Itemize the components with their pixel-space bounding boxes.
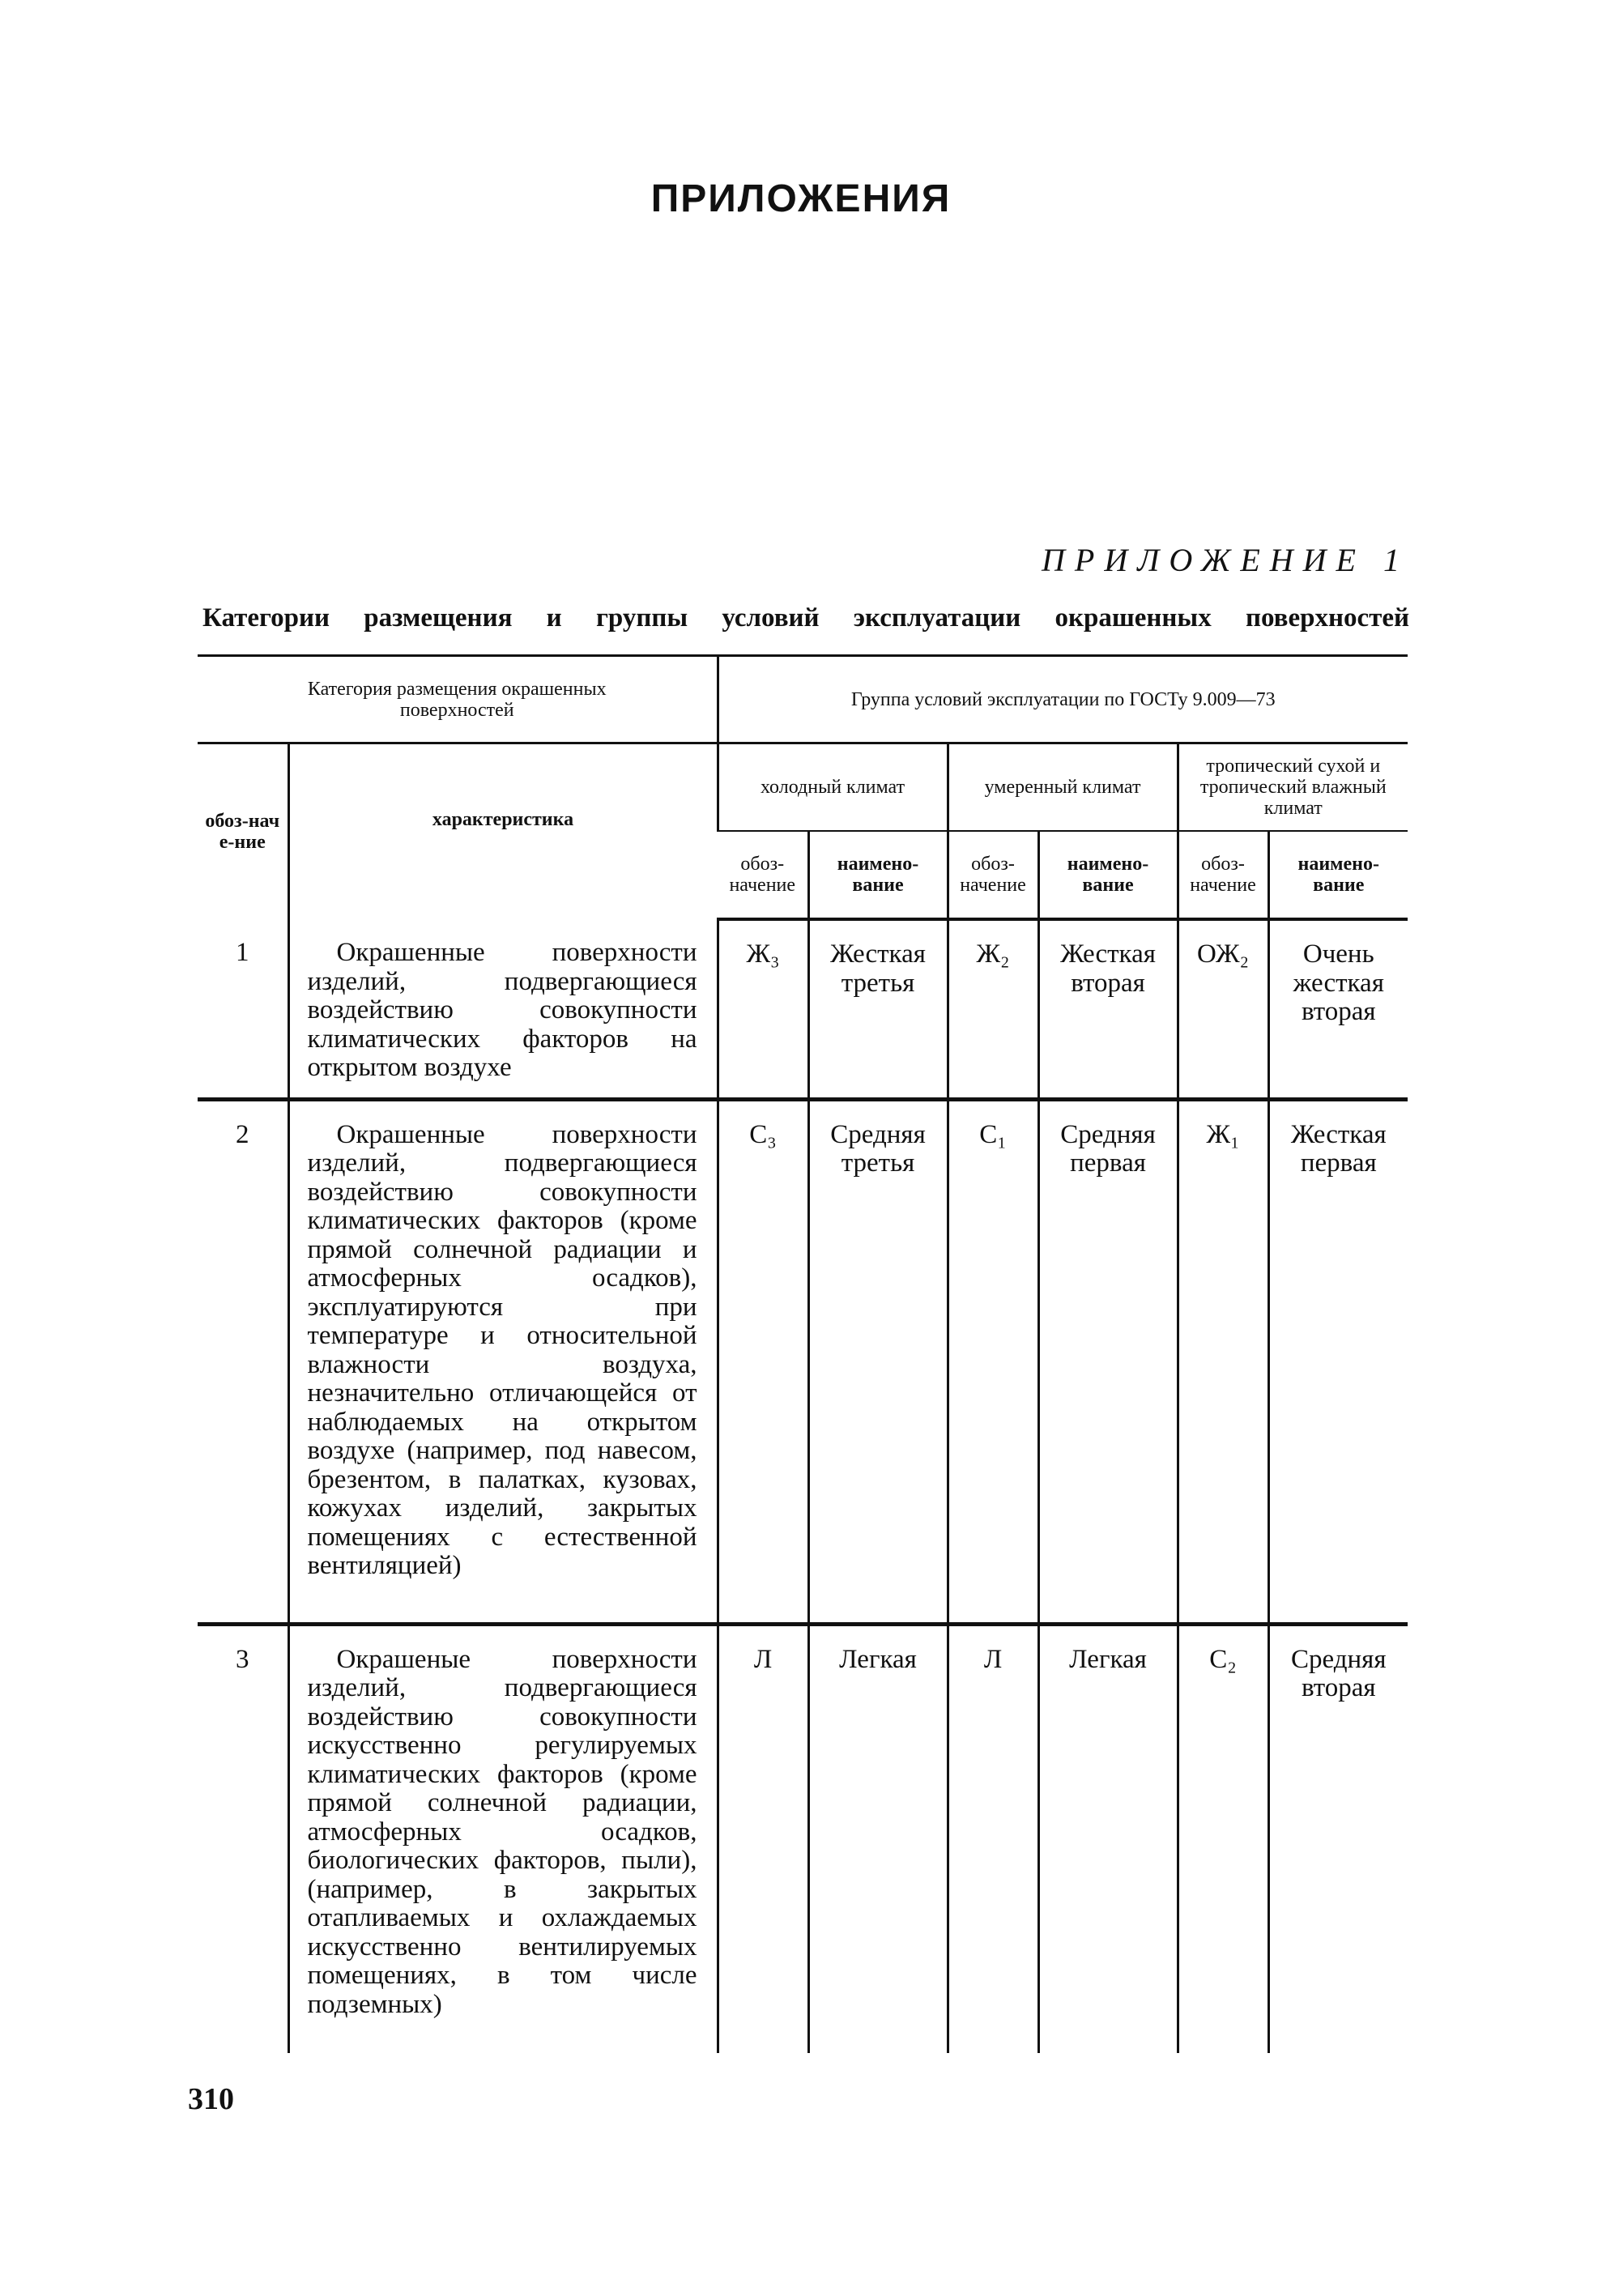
conditions-table — [198, 654, 1408, 2053]
tropical-climate-header: тропический сухой и тропический влажный климат — [1178, 743, 1408, 832]
moderate-name: Жесткая вторая — [1038, 919, 1178, 1099]
cold-climate-header: холодный климат — [718, 743, 948, 832]
page-number: 310 — [188, 2082, 234, 2116]
tropical-code: С₂ — [1178, 1624, 1268, 2053]
moderate-name: Средняя первая — [1038, 1099, 1178, 1624]
row-number: 1 — [236, 938, 249, 967]
page-title: ПРИЛОЖЕНИЯ — [650, 177, 952, 220]
moderate-code: Ж₂ — [948, 919, 1038, 1099]
moderate-name: Легкая — [1038, 1624, 1178, 2053]
cold-code: Л — [718, 1624, 808, 2053]
row-description: Окрашенные поверхности изделий, подвергающиеся воздействию совокупности климатических факторов на открытом воздухе — [288, 919, 718, 1099]
moderate-name-header: наимено-вание — [1038, 831, 1178, 919]
tropical-name: Жесткая первая — [1268, 1099, 1408, 1624]
table-caption: Категории размещения и группы условий эксплуатации окрашенных поверхностей — [202, 603, 1409, 633]
conditions-group-header: Группа условий эксплуатации по ГОСТу 9.009—73 — [718, 656, 1408, 743]
tropical-name-header: наимено-вание — [1268, 831, 1408, 919]
moderate-code: С₁ — [948, 1099, 1038, 1624]
row-number: 2 — [198, 1099, 288, 1624]
header-row-2 — [198, 743, 1408, 832]
row-description: Окрашеные поверхности изделий, подвергающиеся воздействию совокупности искусственно регулируемых климатических факторов (кроме прямой солнечной радиации, атмосферных осадков, биологических факторов, пыли), (например, в закрытых отапливаемых и охлаждаемых искусственно вентилируемых помещениях, в том числе подземных) — [288, 1624, 718, 2053]
cold-name: Легкая — [808, 1624, 948, 2053]
table-row — [198, 1099, 1408, 1624]
characteristic-header: характеристика — [288, 743, 718, 920]
table-row — [198, 919, 1408, 1099]
category-group-header: Категория размещения окрашенных поверхностей — [198, 656, 718, 743]
tropical-code: ОЖ₂ — [1178, 919, 1268, 1099]
header-row-1 — [198, 656, 1408, 743]
tropical-name: Средняя вторая — [1268, 1624, 1408, 2053]
tropical-name: Очень жесткая вторая — [1268, 919, 1408, 1099]
tropical-code: Ж₁ — [1178, 1099, 1268, 1624]
tropical-code-header: обоз-начение — [1178, 831, 1268, 919]
cold-name-header: наимено-вание — [808, 831, 948, 919]
moderate-code: Л — [948, 1624, 1038, 2053]
row-description: Окрашенные поверхности изделий, подвергающиеся воздействию совокупности климатических факторов (кроме прямой солнечной радиации и атмосферных осадков), эксплуатируются при температуре и относительной влажности воздуха, незначительно отличающейся от наблюдаемых на открытом воздухе (например, под навесом, брезентом, в палатках, кузовах, кожухах изделий, закрытых помещениях с естественной вентиляцией) — [288, 1099, 718, 1624]
appendix-label: ПРИЛОЖЕНИЕ 1 — [1042, 542, 1409, 578]
cold-code: Ж₃ — [718, 919, 808, 1099]
cold-code: С₃ — [718, 1099, 808, 1624]
cold-name: Жесткая третья — [808, 919, 948, 1099]
table-row — [198, 1624, 1408, 2053]
moderate-code-header: обоз-начение — [948, 831, 1038, 919]
cold-name: Средняя третья — [808, 1099, 948, 1624]
moderate-climate-header: умеренный климат — [948, 743, 1178, 832]
row-number: 3 — [198, 1624, 288, 2053]
designation-header: обоз-наче-ние — [198, 743, 288, 920]
cold-code-header: обоз-начение — [718, 831, 808, 919]
